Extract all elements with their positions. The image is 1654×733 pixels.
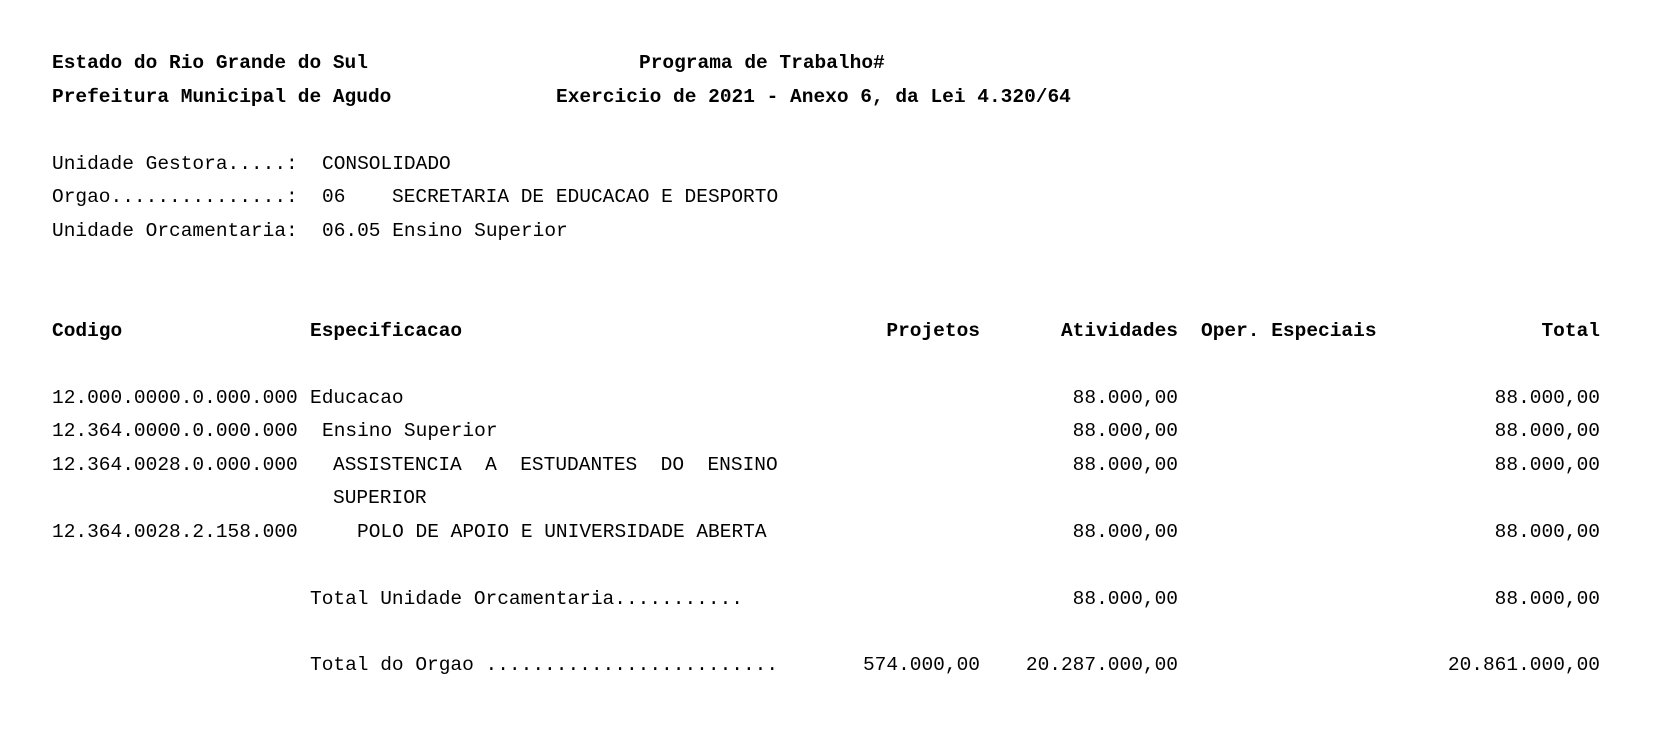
unidade-gestora-value: CONSOLIDADO (322, 153, 451, 175)
total-orgao-projetos: 574.000,00 (862, 654, 980, 676)
header-especificacao: Especificacao (310, 320, 463, 342)
report-title: Programa de Trabalho# (639, 52, 885, 74)
row-codigo: 12.364.0000.0.000.000 (52, 420, 298, 442)
row-codigo: 12.000.0000.0.000.000 (52, 387, 298, 409)
total-unidade-label: Total Unidade Orcamentaria........... (310, 588, 743, 610)
row-especificacao: POLO DE APOIO E UNIVERSIDADE ABERTA (357, 521, 767, 543)
header-projetos: Projetos (886, 320, 980, 342)
exercise-subtitle: Exercicio de 2021 - Anexo 6, da Lei 4.320/64 (556, 86, 1071, 108)
state-name: Estado do Rio Grande do Sul (52, 52, 368, 74)
row-total: 88.000,00 (1494, 454, 1600, 476)
municipality-name: Prefeitura Municipal de Agudo (52, 86, 392, 108)
header-codigo: Codigo (52, 320, 123, 342)
row-atividades: 88.000,00 (1072, 521, 1178, 543)
header-total: Total (1541, 320, 1600, 342)
row-especificacao: ASSISTENCIA A ESTUDANTES DO ENSINO (333, 454, 778, 476)
header-oper-especiais: Oper. Especiais (1201, 320, 1377, 342)
row-total: 88.000,00 (1494, 521, 1600, 543)
row-total: 88.000,00 (1494, 420, 1600, 442)
row-atividades: 88.000,00 (1072, 454, 1178, 476)
row-especificacao-continued: SUPERIOR (333, 487, 427, 509)
orgao-code: 06 (322, 186, 346, 208)
row-codigo: 12.364.0028.2.158.000 (52, 521, 298, 543)
total-orgao-label: Total do Orgao ......................... (310, 654, 779, 676)
orgao-name: SECRETARIA DE EDUCACAO E DESPORTO (392, 186, 779, 208)
row-especificacao: Ensino Superior (322, 420, 498, 442)
total-unidade-atividades: 88.000,00 (1072, 588, 1178, 610)
unidade-orcamentaria-value: 06.05 Ensino Superior (322, 220, 568, 242)
total-orgao-atividades: 20.287.000,00 (1025, 654, 1178, 676)
total-unidade-total: 88.000,00 (1494, 588, 1600, 610)
row-atividades: 88.000,00 (1072, 420, 1178, 442)
total-orgao-total: 20.861.000,00 (1447, 654, 1600, 676)
row-total: 88.000,00 (1494, 387, 1600, 409)
row-atividades: 88.000,00 (1072, 387, 1178, 409)
unidade-gestora-label: Unidade Gestora.....: (52, 153, 298, 175)
unidade-orcamentaria-label: Unidade Orcamentaria: (52, 220, 298, 242)
orgao-label: Orgao...............: (52, 186, 298, 208)
row-especificacao: Educacao (310, 387, 404, 409)
header-atividades: Atividades (1060, 320, 1178, 342)
row-codigo: 12.364.0028.0.000.000 (52, 454, 298, 476)
